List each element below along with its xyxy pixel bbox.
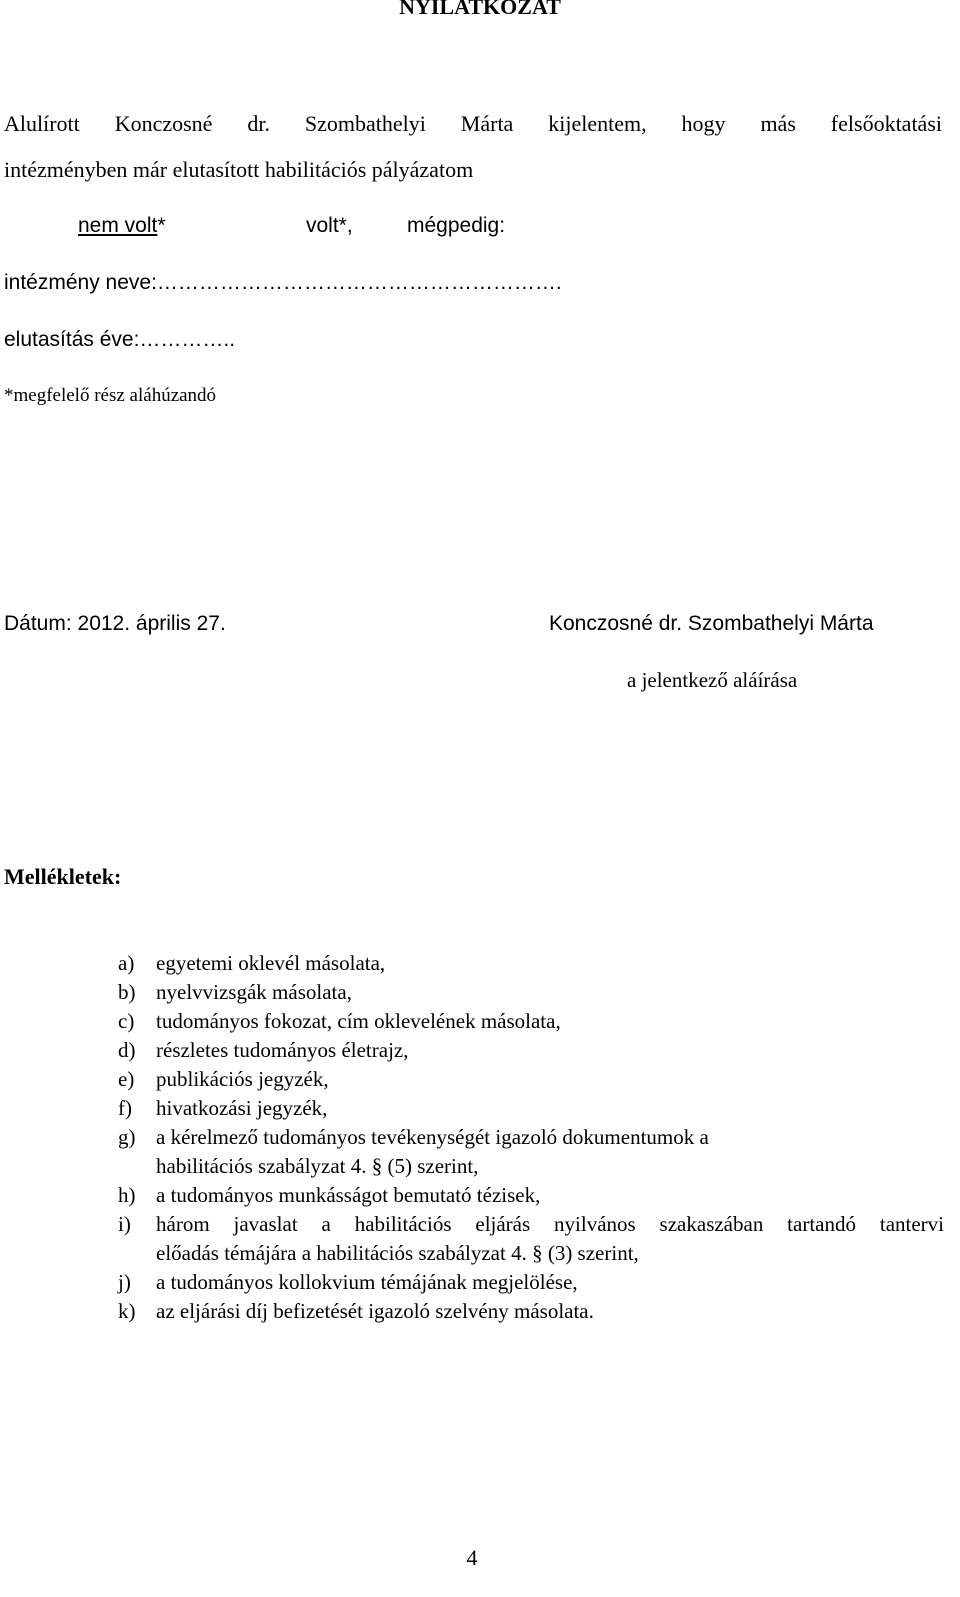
item-letter: i) [118,1212,131,1236]
option-nem-volt-mark: * [157,214,166,237]
statement-line-1: Alulírott Konczosné dr. Szombathelyi Márta kijelentem, hogy más felsőoktatási [4,111,942,136]
list-item [118,1065,944,1094]
item-text: tudományos fokozat, cím oklevelének másolata, [156,1009,561,1033]
option-nem-volt-text: nem volt [78,214,158,237]
item-text: nyelvvizsgák másolata, [156,980,352,1004]
attachments-heading: Mellékletek: [4,864,122,889]
list-item-continuation [118,1152,944,1181]
list-item [118,1036,944,1065]
signature-name: Konczosné dr. Szombathelyi Márta [549,612,874,635]
item-text: három javaslat a habilitációs eljárás nyilvános szakaszában tartandó tantervi [156,1212,944,1236]
item-text: a kérelmező tudományos tevékenységét igazoló dokumentumok a [156,1125,709,1149]
item-text: hivatkozási jegyzék, [156,1096,328,1120]
item-text: a tudományos kollokvium témájának megjelölése, [156,1270,578,1294]
item-text: habilitációs szabályzat 4. § (5) szerint, [156,1154,479,1178]
statement-line-2: intézményben már elutasított habilitációs pályázatom [4,157,474,182]
signature-date: Dátum: 2012. április 27. [4,612,226,635]
item-text: előadás témájára a habilitációs szabályzat 4. § (3) szerint, [156,1241,639,1265]
item-letter: g) [118,1125,136,1149]
option-volt: volt*, [306,214,353,237]
institution-name-field: intézmény neve:…………………………………………………. [4,271,562,294]
item-letter: k) [118,1299,136,1323]
list-item-continuation [118,1239,944,1268]
item-text: részletes tudományos életrajz, [156,1038,409,1062]
option-megpedig: mégpedig: [407,214,506,237]
signature-caption: a jelentkező aláírása [627,668,798,692]
item-letter-spacer [118,1239,156,1268]
list-item [118,1268,944,1297]
item-letter: d) [118,1038,136,1062]
item-letter: e) [118,1067,135,1091]
item-letter: f) [118,1096,132,1120]
page-number: 4 [466,1545,478,1570]
item-letter: c) [118,1009,135,1033]
list-item [118,1297,944,1326]
footnote: *megfelelő rész aláhúzandó [4,385,217,406]
item-text: a tudományos munkásságot bemutató tézisek, [156,1183,541,1207]
item-text: az eljárási díj befizetését igazoló szelvény másolata. [156,1299,594,1323]
list-item [118,1210,944,1239]
attachments-list [118,949,944,1326]
item-letter: a) [118,951,135,975]
item-letter: b) [118,980,136,1004]
list-item [118,1007,944,1036]
item-text: publikációs jegyzék, [156,1067,329,1091]
item-text: egyetemi oklevél másolata, [156,951,386,975]
list-item [118,978,944,1007]
item-letter: h) [118,1183,136,1207]
option-nem-volt [78,211,166,241]
list-item [118,1094,944,1123]
list-item [118,949,944,978]
item-letter-spacer [118,1152,156,1181]
document-title: NYILATKOZAT [399,0,561,19]
list-item [118,1181,944,1210]
item-letter: j) [118,1270,131,1294]
list-item [118,1123,944,1152]
rejection-year-field: elutasítás éve:………….. [4,328,236,351]
